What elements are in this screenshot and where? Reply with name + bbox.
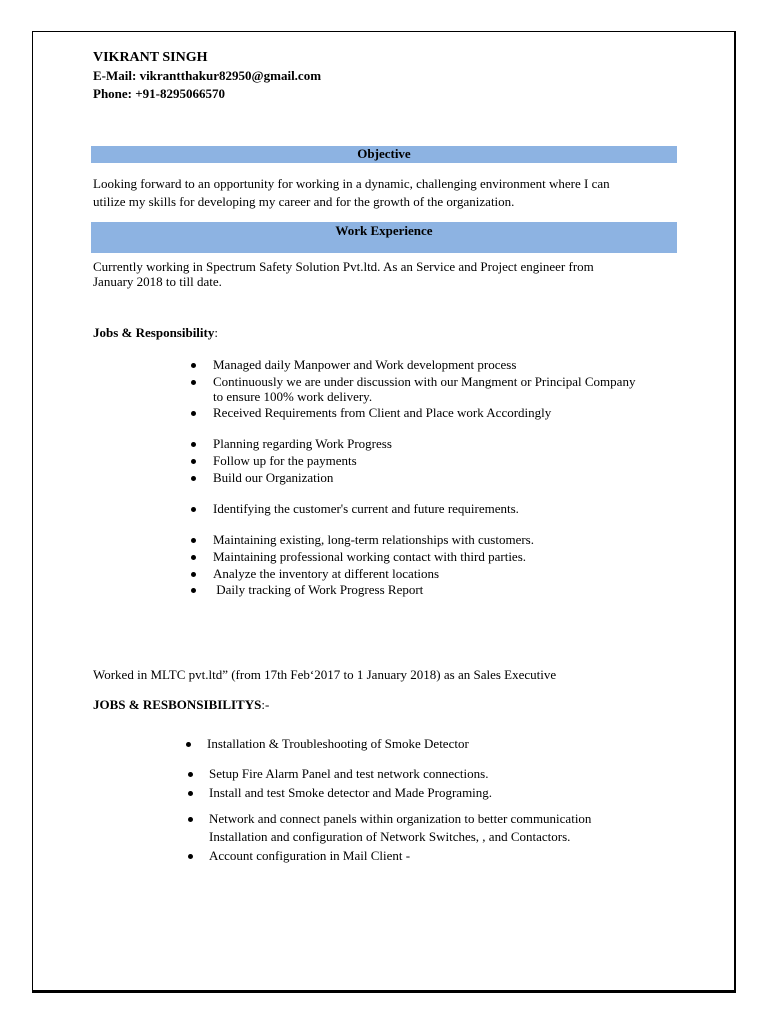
list-item: Install and test Smoke detector and Made Programing.: [209, 785, 493, 800]
list-item: Continuously we are under discussion with our Mangment or Principal Company: [213, 374, 636, 389]
objective-header-bar: [91, 146, 677, 163]
list-item: Planning regarding Work Progress: [213, 436, 392, 451]
list-item: Identifying the customer's current and future requirements.: [213, 501, 519, 516]
objective-heading: Objective: [357, 146, 411, 161]
prev-jobs-title: JOBS & RESBONSIBILITYS: [93, 697, 262, 712]
jobs-responsibility-colon: :: [214, 325, 218, 340]
list-item-continuation: Installation and configuration of Network Switches, , and Contactors.: [209, 829, 571, 844]
list-item: Managed daily Manpower and Work development process: [213, 357, 517, 372]
list-item: Installation & Troubleshooting of Smoke Detector: [207, 736, 469, 751]
list-item: Build our Organization: [213, 470, 334, 485]
list-item-continuation: to ensure 100% work delivery.: [213, 389, 373, 404]
prev-jobs-suffix: :-: [261, 697, 270, 712]
work-experience-heading: Work Experience: [335, 223, 433, 238]
list-item: Analyze the inventory at different locations: [213, 566, 440, 581]
phone-line: Phone: +91-8295066570: [93, 86, 225, 101]
list-item: Network and connect panels within organization to better communication: [209, 811, 592, 826]
list-item: Account configuration in Mail Client -: [209, 848, 411, 863]
current-job-line-1: Currently working in Spectrum Safety Solution Pvt.ltd. As an Service and Project engineer from: [93, 259, 594, 274]
objective-text-line-1: Looking forward to an opportunity for working in a dynamic, challenging environment where I can: [93, 176, 610, 191]
previous-job-line: Worked in MLTC pvt.ltd” (from 17th Feb‘2017 to 1 January 2018) as an Sales Executive: [93, 667, 557, 682]
list-item: Follow up for the payments: [213, 453, 357, 468]
prev-jobs-heading: [93, 697, 269, 713]
email-line: E-Mail: vikrantthakur82950@gmail.com: [93, 68, 322, 83]
list-item: Received Requirements from Client and Place work Accordingly: [213, 405, 552, 420]
list-item: Maintaining existing, long-term relationships with customers.: [213, 532, 534, 547]
candidate-name: VIKRANT SINGH: [93, 50, 208, 65]
list-item: Maintaining professional working contact with third parties.: [213, 549, 527, 564]
objective-text-line-2: utilize my skills for developing my career and for the growth of the organization.: [93, 194, 515, 209]
list-item: Setup Fire Alarm Panel and test network connections.: [209, 766, 489, 781]
jobs-responsibility-title: Jobs & Responsibility: [93, 325, 215, 340]
work-experience-header-bar: [91, 222, 677, 253]
current-job-line-2: January 2018 to till date.: [93, 274, 222, 289]
jobs-responsibility-heading: [93, 325, 218, 341]
list-item: Daily tracking of Work Progress Report: [213, 582, 424, 597]
